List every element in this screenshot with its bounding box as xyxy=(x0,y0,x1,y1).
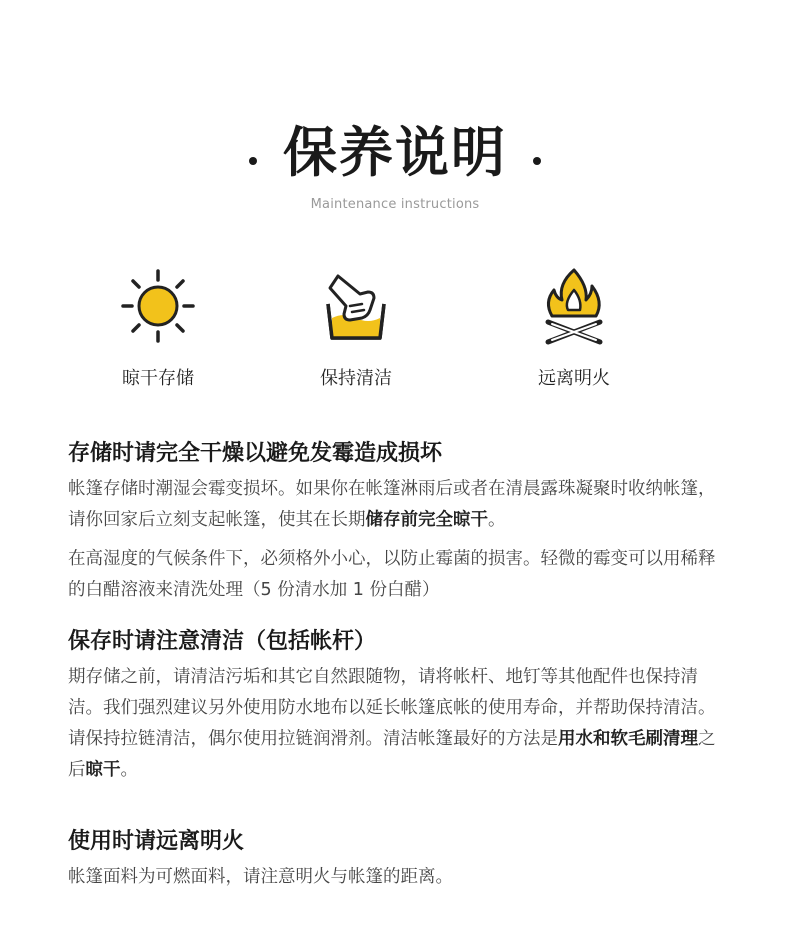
text-run: 之后 xyxy=(68,729,716,780)
icon-label-dry: 晾干存储 xyxy=(122,368,194,389)
title-dot-right xyxy=(533,157,541,165)
section-paragraph: 帐篷面料为可燃面料，请注意明火与帐篷的距离。 xyxy=(68,867,453,887)
icon-label-fire: 远离明火 xyxy=(538,368,610,389)
page-subtitle: Maintenance instructions xyxy=(310,197,480,212)
section-heading: 存储时请完全干燥以避免发霉造成损坏 xyxy=(68,441,443,466)
text-run: 。 xyxy=(120,760,138,780)
text-run: 帐篷存储时潮湿会霉变损坏。如果你在帐篷淋雨后或者在清晨露珠凝聚时收纳帐篷，请你回家后立刻支起帐篷，使其在长期 xyxy=(68,479,716,530)
section-heading: 保存时请注意清洁（包括帐杆） xyxy=(68,629,377,654)
section-paragraph xyxy=(68,662,728,786)
text-run: 。 xyxy=(488,510,506,530)
section-paragraph: 在高湿度的气候条件下，必须格外小心，以防止霉菌的损害。轻微的霉变可以用稀释的白醋溶液来清洗处理（5 份清水加 1 份白醋） xyxy=(68,549,716,600)
section-dry-storage xyxy=(68,438,728,606)
section-clean-storage xyxy=(68,626,728,786)
fire-icon xyxy=(534,266,614,346)
care-icons-row xyxy=(0,266,790,396)
bold-text: 晾干 xyxy=(85,760,121,780)
page-title: 保养说明 xyxy=(283,121,507,184)
title-block xyxy=(0,118,790,188)
title-dot-left xyxy=(249,157,257,165)
sun-icon xyxy=(118,266,198,346)
icon-item-dry xyxy=(78,266,238,390)
section-heading: 使用时请远离明火 xyxy=(68,829,245,854)
section-paragraph xyxy=(68,474,728,536)
icon-label-clean: 保持清洁 xyxy=(320,368,392,389)
icon-item-clean xyxy=(276,266,436,390)
hand-wash-icon xyxy=(316,266,396,346)
icon-item-fire xyxy=(494,266,654,390)
bold-text: 储存前完全晾干 xyxy=(365,510,488,530)
section-fire-safety xyxy=(68,826,728,893)
bold-text: 用水和软毛刷清理 xyxy=(558,729,698,749)
text-run: 期存储之前，请清洁污垢和其它自然跟随物，请将帐杆、地钉等其他配件也保持清洁。我们强烈建议另外使用防水地布以延长帐篷底帐的使用寿命，并帮助保持清洁。请保持拉链清洁，偶尔使用拉链润滑剂。清洁帐篷最好的方法是 xyxy=(68,667,716,749)
